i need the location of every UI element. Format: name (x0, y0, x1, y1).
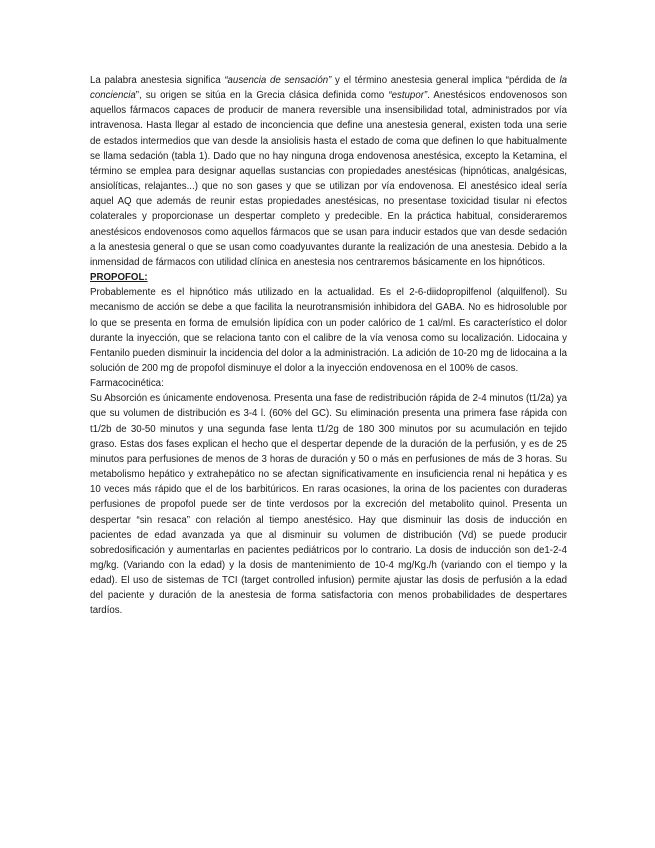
intro-quote-estupor: “estupor” (388, 90, 428, 102)
intro-text-3: ”, su origen se sitúa en la Grecia clásica definida como (135, 90, 389, 102)
propofol-heading: PROPOFOL: (90, 272, 148, 284)
propofol-paragraph: Probablemente es el hipnótico más utilizado en la actualidad. Es el 2-6-diidopropilfenol (alquilfenol). Su mecanismo de acción se debe a que facilita la neurotransmisión inhibidora del GABA. No es hidrosoluble por lo que se presenta en forma de emulsión lipídica con un poder calórico de 1 cal/ml. Es característico el dolor durante la inyección, que se relaciona tanto con el calibre de la vía venosa como su localización. Lidocaina y Fentanilo pueden disminuir la incidencia del dolor a la administración. La adición de 10-20 mg de lidocaina a la solución de 200 mg de propofol disminuye el dolor a la inyección endovenosa en el 100% de casos. (90, 287, 567, 374)
intro-quote-conciencia: la conciencia (90, 75, 567, 102)
intro-text-1: La palabra anestesia significa (90, 75, 225, 86)
intro-text-4: . Anestésicos endovenosos son aquellos fármacos capaces de producir de manera reversible una insensibilidad total, administrados por vía intravenosa. Hasta llegar al estado de inconciencia que define una anestesia general, existen toda una serie de estados intermedios que van desde la ansiolisis hasta el estado de coma que definen lo que habitualmente se llama sedación (tabla 1). Dado que no hay ninguna droga endovenosa anestésica, excepto la Ketamina, el término se emplea para designar aquellas sustancias con propiedades anestésicas (hipnóticas, analgésicas, ansiolíticas, relajantes...) que no son gases y que se utilizan por vía endovenosa. El anestésico ideal sería aquel AQ que además de reunir estas propiedades anestésicas, no presentase toxicidad tisular ni efectos colaterales y proporcionase un despertar completo y predecible. En la práctica habitual, consideraremos anestésicos endovenosos como aquellos fármacos que se usan para inducir estados que van desde sedación a la anestesia general o que se usan como coadyuvantes durante la realización de una anestesia. Debido a la inmensidad de fármacos con utilidad clínica en anestesia nos centraremos básicamente en los hipnóticos. (90, 90, 567, 268)
intro-quote-ausencia: “ausencia de sensación” (224, 75, 332, 86)
pharmacokinetics-heading: Farmacocinética: (90, 378, 164, 390)
pharmacokinetics-paragraph: Su Absorción es únicamente endovenosa. Presenta una fase de redistribución rápida de 2-4 minutos (t1/2a) ya que su volumen de distribución es 3-4 l. (60% del GC). Su eliminación presenta una primera fase rápida con t1/2b de 30-50 minutos y una segunda fase lenta t1/2g de 180 300 minutos por su acumulación en tejido graso. Estas dos fases explican el hecho que el despertar depende de la duración de la perfusión, y es de 25 minutos para perfusiones de menos de 3 horas de duración y 50 o más en perfusiones de más de 3 horas. Su metabolismo hepático y extrahepático no se afectan significativamente en insuficiencia renal ni hepática y es 10 veces más rápido que el de los barbitúricos. En raras ocasiones, la orina de los pacientes con duraderas perfusiones de propofol puede ser de tinte verdosos por la excreción del metabolito quinol. Presenta un despertar “sin resaca” con relación al tiempo anestésico. Hay que disminuir las dosis de inducción en pacientes de edad avanzada ya que al disminuir su volumen de distribución (Vd) se puede producir sobredosificación y aumentarlas en pacientes pediátricos por lo contrario. La dosis de inducción son de1-2-4 mg/kg. (Variando con la edad) y la dosis de mantenimiento de 10-4 mg/Kg./h (variando con el tiempo y la edad). El uso de sistemas de TCI (target controlled infusion) permite ajustar las dosis de perfusión a la edad del paciente y duración de la anestesia de forma satisfactoria con menos probabilidades de despertares tardíos. (90, 393, 567, 617)
intro-paragraph (90, 73, 567, 270)
intro-text-2: y el término anestesia general implica “pérdida de (331, 75, 560, 86)
document-page (90, 73, 567, 619)
